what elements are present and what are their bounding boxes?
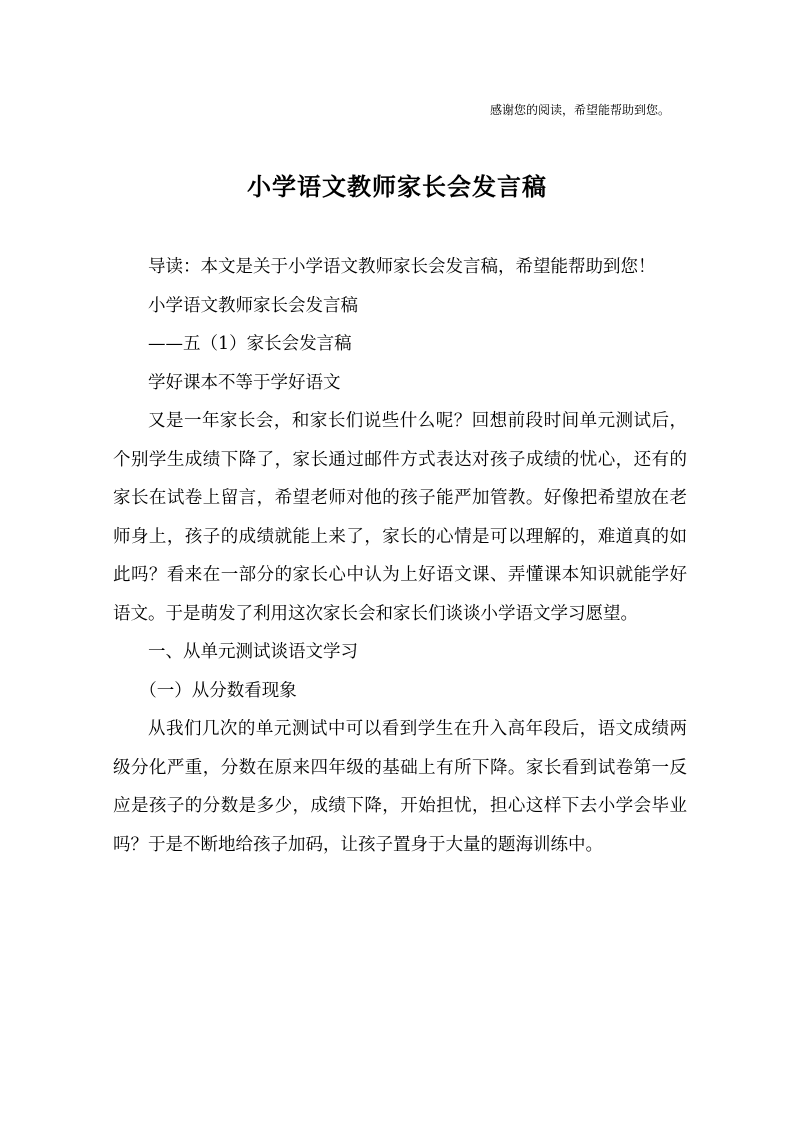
header-note: 感谢您的阅读，希望能帮助到您。: [489, 103, 670, 117]
document-title: 小学语文教师家长会发言稿: [247, 172, 547, 201]
paragraph: 小学语文教师家长会发言稿: [148, 295, 358, 316]
paragraph: 又是一年家长会，和家长们说些什么呢？回想前段时间单元测试后，个别学生成绩下降了，家长通过邮件方式表达对孩子成绩的忧心，还有的家长在试卷上留言，希望老师对他的孩子能严加管教。好像把希望放在老师身上，孩子的成绩就能上来了，家长的心情是可以理解的，难道真的如此吗？看来在一部分的家长心中认为上好语文课、弄懂课本知识就能学好语文。于是萌发了利用这次家长会和家长们谈谈小学语文学习愿望。: [113, 411, 687, 624]
document-body: [113, 248, 687, 864]
subsection-heading: （一）从分数看现象: [139, 680, 297, 701]
paragraph: 学好课本不等于学好语文: [148, 372, 341, 393]
intro-paragraph: 导读：本文是关于小学语文教师家长会发言稿，希望能帮助到您！: [148, 257, 656, 277]
section-heading: 一、从单元测试谈语文学习: [148, 642, 358, 662]
paragraph: 从我们几次的单元测试中可以看到学生在升入高年段后，语文成绩两级分化严重，分数在原来四年级的基础上有所下降。家长看到试卷第一反应是孩子的分数是多少，成绩下降，开始担忧，担心这样下去小学会毕业吗？于是不断地给孩子加码，让孩子置身于大量的题海训练中。: [113, 719, 687, 855]
paragraph: ——五（1）家长会发言稿: [148, 334, 352, 354]
